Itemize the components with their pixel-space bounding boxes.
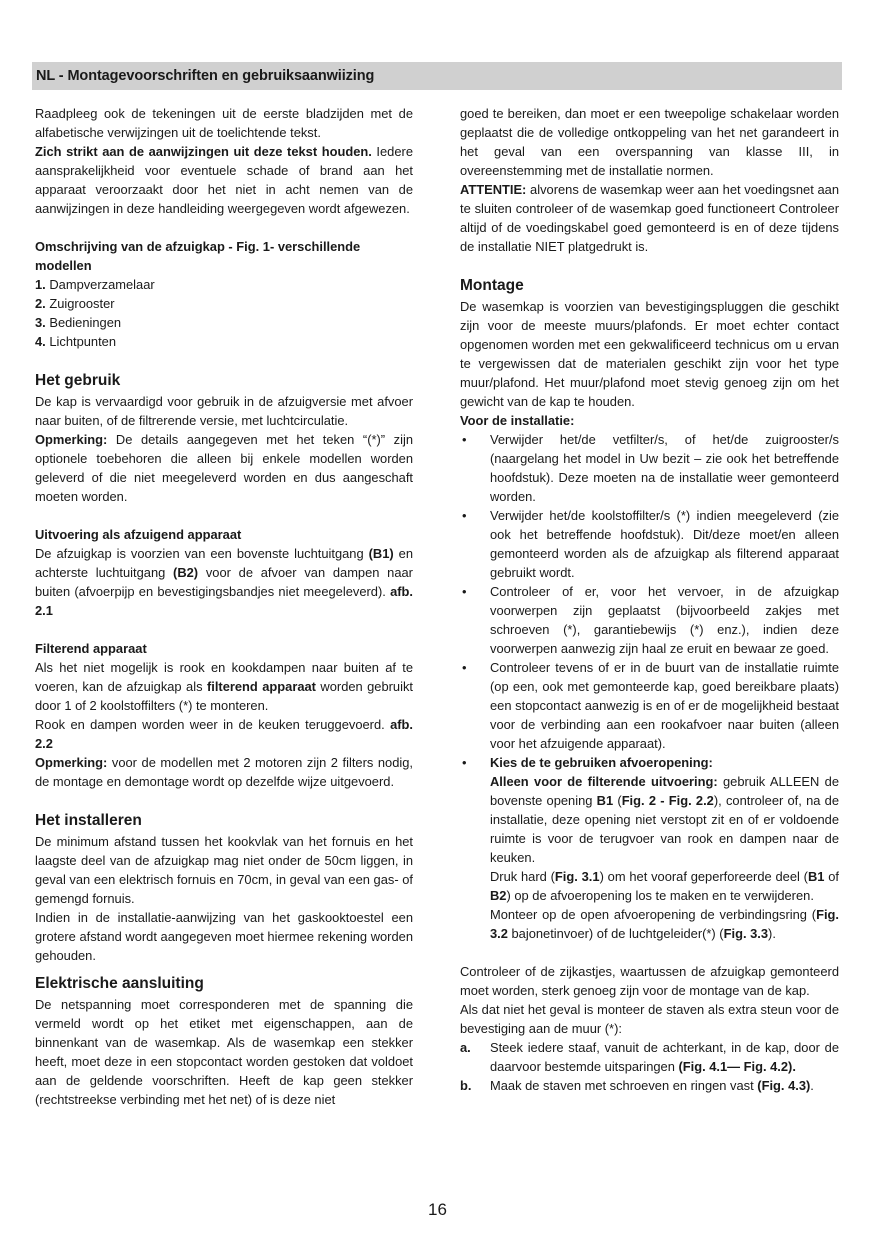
section-header: [32, 62, 842, 90]
list-item: a. Steek iedere staaf, vanuit de achterkant, in de kap, door de daarvoor bestemde uitsparingen (Fig. 4.1— Fig. 4.2).: [460, 1040, 839, 1074]
install-paragraph-2: Indien in de installatie-aanwijzing van het gaskooktoestel een grotere afstand wordt aangegeven moet hiermee rekening worden gehouden.: [35, 910, 413, 963]
list-item: • Kies de te gebruiken afvoeropening: Alleen voor de filterende uitvoering: gebruik ALLEEN de bovenste opening B1 (Fig. 2 - Fig. 2.2), controleer of, na de installatie, deze opening niet verstopt zit en of er voldoende ruimte is voor de terugvoer van rook en dampen naar de keuken. Druk hard (Fig. 3.1) om het vooraf geperforeerde deel (B1 of B2) op de afvoeropening los te maken en te verwijderen. Monteer op de open afvoeropening de verbindingsring (Fig. 3.2 bajonetinvoer) of de luchtgeleider(*) (Fig. 3.3).: [462, 755, 840, 941]
page-number: 16: [428, 1200, 447, 1219]
list-item: 2. Zuigrooster: [35, 296, 115, 311]
install-heading: Het installeren: [35, 812, 142, 829]
preparation-list: [460, 430, 839, 943]
electric-paragraph-cont: goed te bereiken, dan moet er een tweepolige schakelaar worden geplaatst die de volledige ontkoppeling van het net garandeert in het geval van een overspanning van klasse III, in overeenstemming met de installatie normen.: [460, 106, 839, 178]
install-paragraph: De minimum afstand tussen het kookvlak van het fornuis en het laagste deel van de afzuigkap mag niet onder de 50cm liggen, in geval van een elektrisch fornuis en 70cm, in geval van een gas- of gemengd fornuis.: [35, 834, 413, 906]
list-item: 1. Dampverzamelaar: [35, 277, 155, 292]
list-item: 4. Lichtpunten: [35, 334, 117, 349]
exhaust-paragraph: De afzuigkap is voorzien van een bovenste luchtuitgang (B1) en achterste luchtuitgang (B2) voor de afvoer van dampen naar buiten (afvoerpijp en bevestigingsbandjes niet meegeleverd). afb. 2.1: [35, 546, 413, 618]
intro-paragraph: Raadpleeg ook de tekeningen uit de eerste bladzijden met de alfabetische verwijzingen uit de toelichtende tekst.: [35, 106, 413, 140]
rod-steps: [460, 1038, 839, 1095]
list-item: • Verwijder het/de koolstoffilter/s (*) indien meegeleverd (zie ook het betreffende hoofdstuk). Dit/deze moet/en alleen gemonteerd worden als de afzuigkap als filterend apparaat gebruikt wordt.: [462, 508, 839, 580]
electric-heading: Elektrische aansluiting: [35, 975, 204, 992]
usage-note: Opmerking: De details aangegeven met het teken “(*)” zijn optionele toebehoren die alleen bij enkele modellen worden geleverd of die niet meegeleverd worden en dus aangeschaft moeten worden.: [35, 432, 413, 504]
list-item: • Controleer of er, voor het vervoer, in de afzuigkap voorwerpen zijn geplaatst (bijvoorbeeld zakjes met schroeven (*), garantiebewijs (*) enz.), indien deze voorwerpen aanwezig zijn haal ze eruit en bewaar ze goed.: [462, 584, 839, 656]
usage-paragraph: De kap is vervaardigd voor gebruik in de afzuigversie met afvoer naar buiten, of de filtrerende versie, met luchtcirculatie.: [35, 394, 413, 428]
list-item: • Controleer tevens of er in de buurt van de installatie ruimte (op een, ook met gemonteerde kap, goed bereikbare plaats) een stopcontact aanwezig is en of er de mogelijkheid bestaat voor de verbinding aan een rookafvoer naar buiten (alleen voor het afzuigende apparaat).: [462, 660, 839, 751]
description-heading: Omschrijving van de afzuigkap - Fig. 1- verschillende modellen: [35, 239, 361, 273]
intro-warning-bold: Zich strikt aan de aanwijzingen uit deze tekst houden.: [35, 144, 372, 159]
left-column: [35, 104, 413, 1109]
page-title: NL - Montagevoorschriften en gebruiksaanwiizing: [36, 68, 375, 84]
list-item: b. Maak de staven met schroeven en ringen vast (Fig. 4.3).: [460, 1078, 814, 1093]
filter-heading: Filterend apparaat: [35, 641, 147, 656]
filter-paragraph-2: Rook en dampen worden weer in de keuken teruggevoerd. afb. 2.2: [35, 717, 413, 751]
intro-warning-text: Iedere aansprakelijkheid voor eventuele schade of brand aan het apparaat veroorzaakt door het niet in acht nemen van de aanwijzingen in deze handleiding weergegeven wordt afgewezen.: [35, 144, 413, 216]
right-column: [460, 104, 839, 1095]
electric-paragraph: De netspanning moet corresponderen met de spanning die vermeld wordt op het etiket met eigenschappen, aan de binnenkant van de wasemkap. Als de wasemkap een stekker heeft, moet deze in een stopcontact worden gestoken dat voldoet aan de geldende voorschriften. Heeft de kap geen stekker (rechtstreekse verbinding met het net) of is deze niet: [35, 997, 413, 1107]
mounting-paragraph: De wasemkap is voorzien van bevestigingspluggen die geschikt zijn voor de meeste muurs/plafonds. Er moet echter contact opgenomen worden met een gekwalificeerd technicus om u ervan te vergewissen dat de materialen geschikt zijn voor het type muur/plafond. Het muur/plafond moet stevig genoeg zijn om het gewicht van de kap te houden.: [460, 299, 839, 409]
exhaust-heading: Uitvoering als afzuigend apparaat: [35, 527, 242, 542]
filter-note: Opmerking: voor de modellen met 2 motoren zijn 2 filters nodig, de montage en demontage wordt op dezelfde wijze uitgevoerd.: [35, 755, 413, 789]
mounting-heading: Montage: [460, 277, 524, 294]
list-item: • Verwijder het/de vetfilter/s, of het/de zuigrooster/s (naargelang het model in Uw bezit – zie ook het betreffende hoofdstuk). Deze moeten na de installatie weer gemonteerd worden.: [462, 432, 839, 504]
parts-list: [35, 275, 413, 351]
list-item: 3. Bedieningen: [35, 315, 122, 330]
before-install-heading: Voor de installatie:: [460, 413, 575, 428]
filter-paragraph: Als het niet mogelijk is rook en kookdampen naar buiten af te voeren, kan de afzuigkap als filterend apparaat worden gebruikt door 1 of 2 koolstoffilters (*) te monteren.: [35, 660, 413, 713]
check-paragraph: Controleer of de zijkastjes, waartussen de afzuigkap gemonteerd moet worden, sterk genoeg zijn voor de montage van de kap.: [460, 964, 839, 998]
electric-warning: ATTENTIE: alvorens de wasemkap weer aan het voedingsnet aan te sluiten controleer of de wasemkap goed functioneert Controleer altijd of de voedingskabel goed gemonteerd is en of deze tijdens de installatie NIET platgedrukt is.: [460, 182, 839, 254]
usage-heading: Het gebruik: [35, 372, 121, 389]
check-paragraph-2: Als dat niet het geval is monteer de staven als extra steun voor de bevestiging aan de muur (*):: [460, 1002, 839, 1036]
intro-warning: [35, 142, 413, 218]
